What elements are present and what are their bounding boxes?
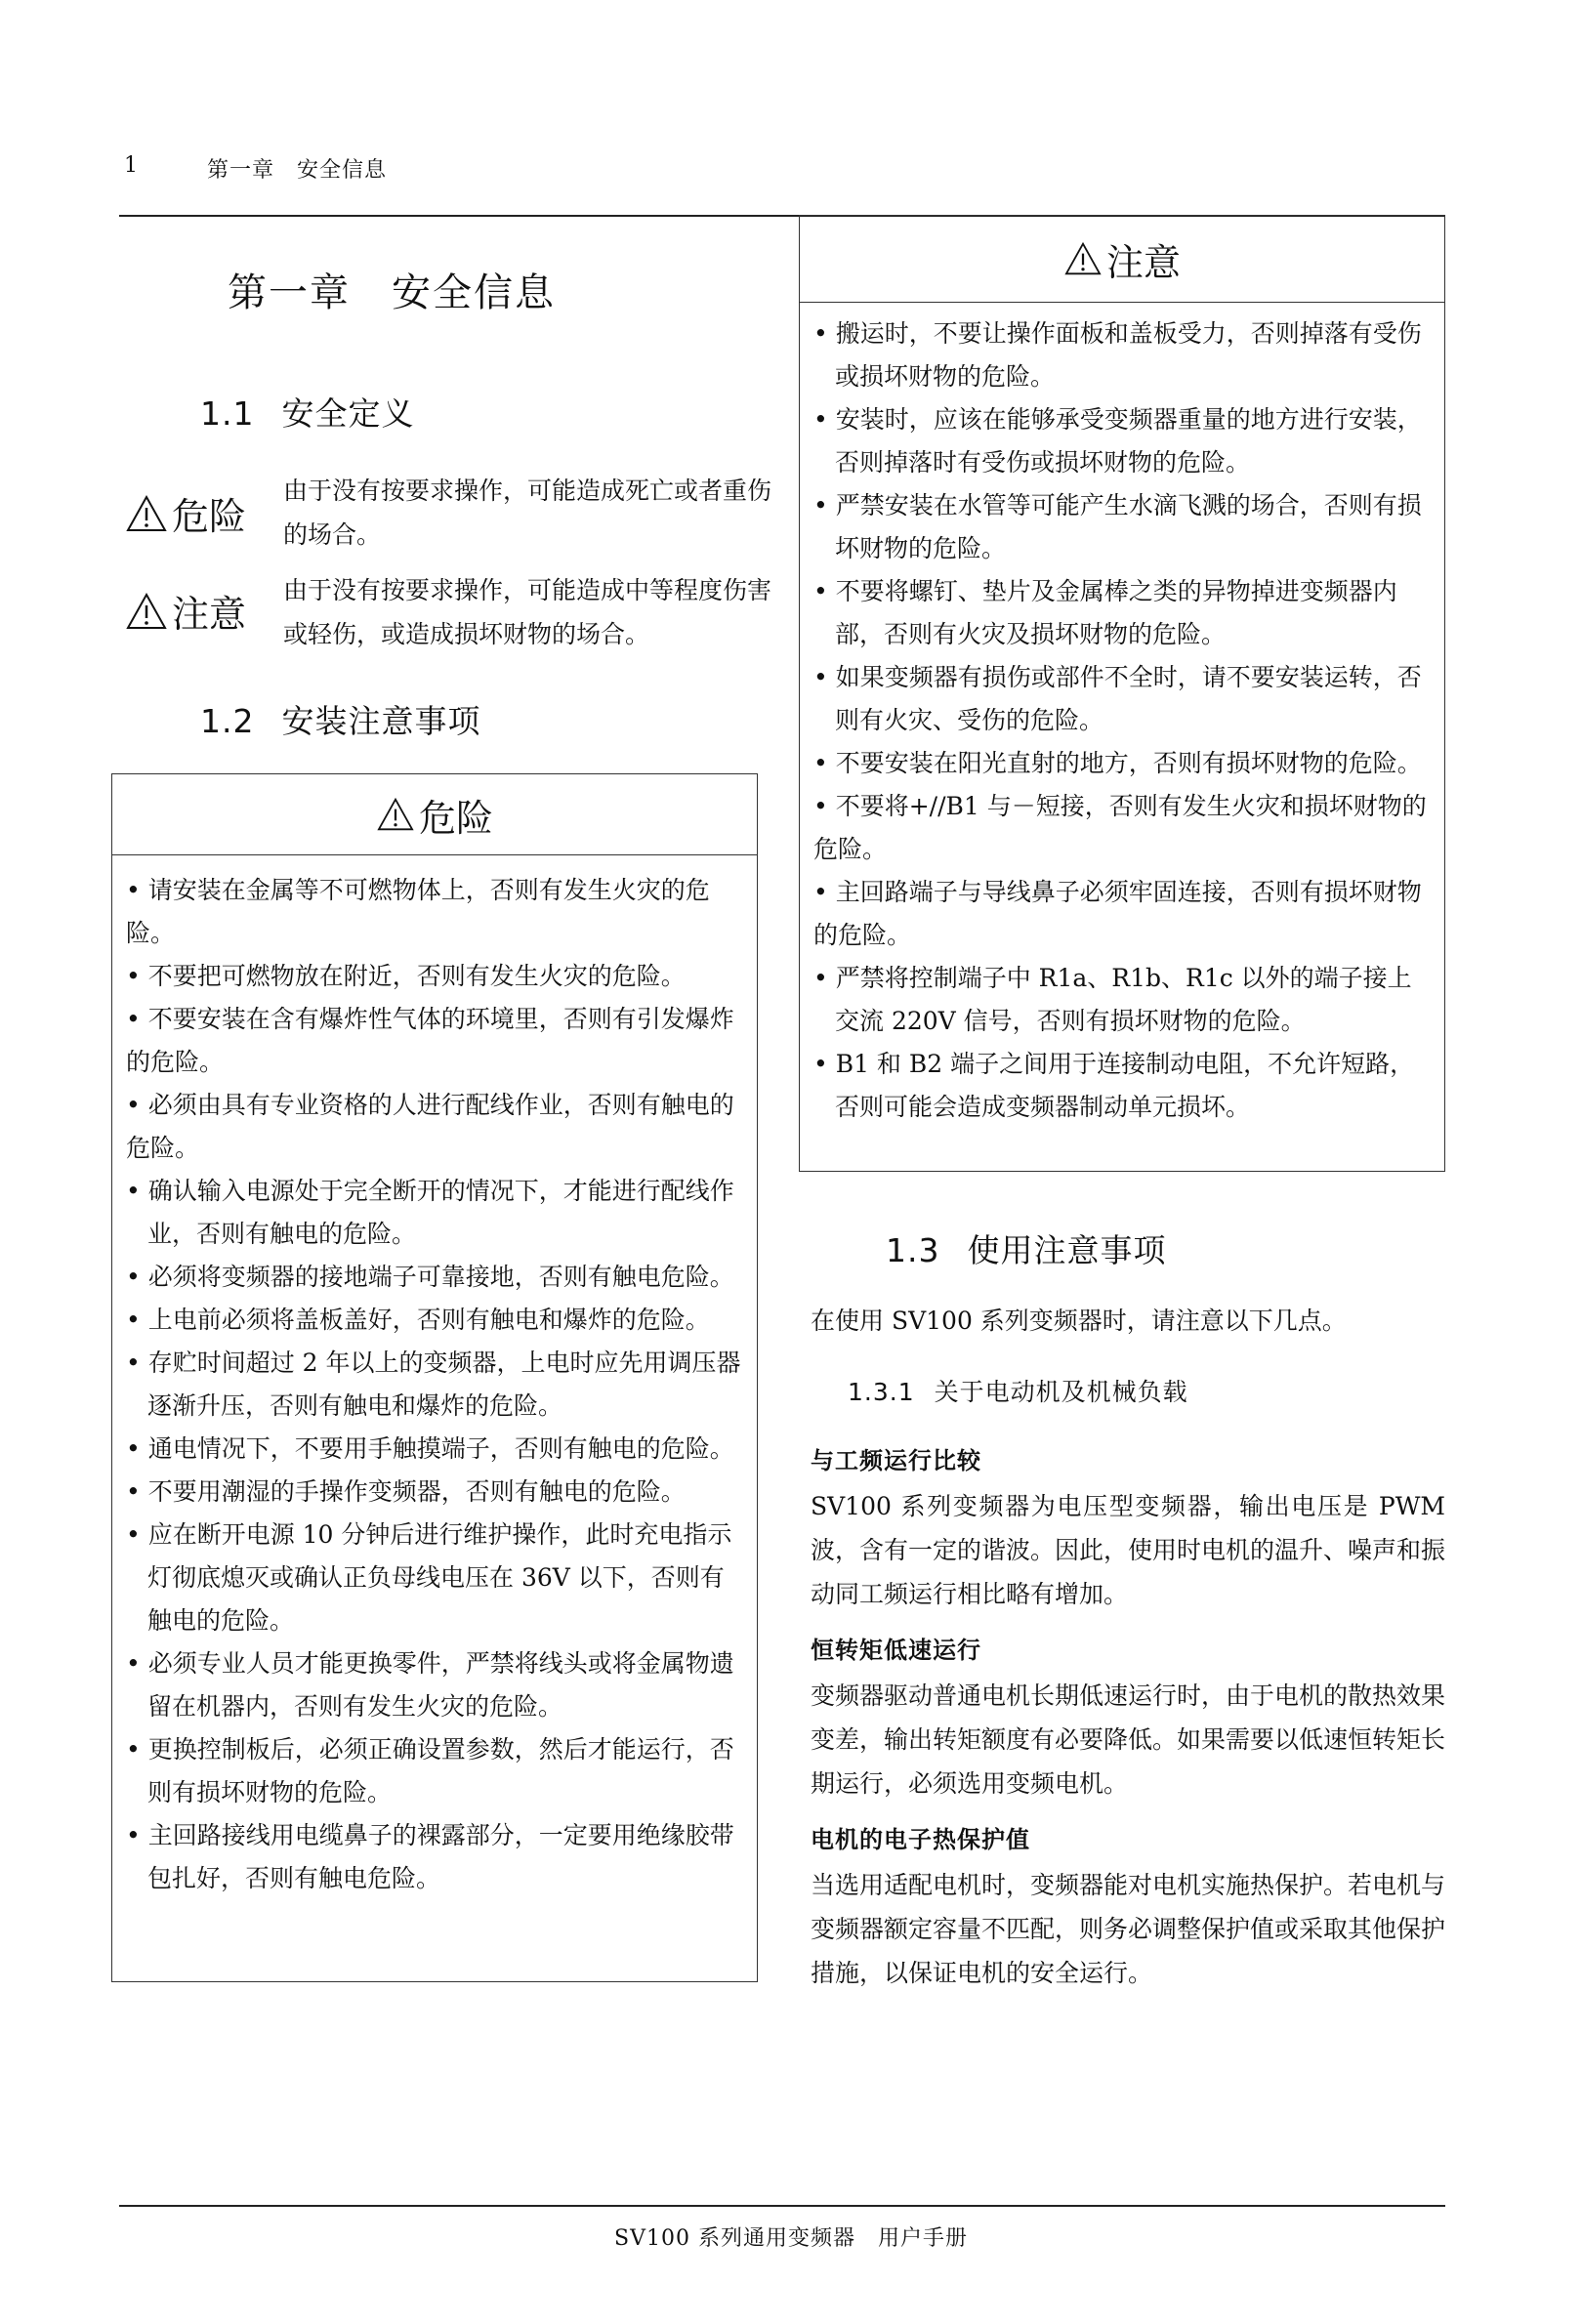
footer-text: SV100 系列通用变频器 用户手册 [614,2226,968,2251]
list-item: • 严禁安装在水管等可能产生水滴飞溅的场合，否则有损坏财物的危险。 [813,491,1422,562]
warning-triangle-icon [376,797,415,832]
warning-triangle-icon [1063,241,1103,276]
list-item: • 更换控制板后，必须正确设置参数，然后才能运行，否则有损坏财物的危险。 [126,1735,734,1806]
caution-box-header [800,216,1444,303]
list-item: • 不要将+//B1 与－短接，否则有发生火灾和损坏财物的危险。 [813,792,1427,863]
list-item: • 必须由具有专业资格的人进行配线作业，否则有触电的危险。 [126,1091,734,1162]
list-item: • 确认输入电源处于完全断开的情况下，才能进行配线作业，否则有触电的危险。 [126,1177,734,1248]
caution-list [800,303,1444,1129]
warning-triangle-icon [125,592,168,631]
list-item: • 不要安装在阳光直射的地方，否则有损坏财物的危险。 [813,749,1422,777]
danger-label [125,486,246,540]
section-number: 1.2 [200,702,255,740]
running-header: 第一章 安全信息 [207,158,388,183]
list-item: • 安装时，应该在能够承受变频器重量的地方进行安装，否则掉落时有受伤或损坏财物的危险。 [813,405,1422,477]
section-number: 1.3 [886,1231,940,1269]
subsection-number: 1.3.1 [848,1378,915,1406]
subsection-title: 关于电动机及机械负载 [934,1378,1188,1406]
list-item: • 必须专业人员才能更换零件，严禁将线头或将金属物遗留在机器内，否则有发生火灾的危险。 [126,1649,734,1721]
topic-text: 变频器驱动普通电机长期低速运行时，由于电机的散热效果变差，输出转矩额度有必要降低。如果需要以低速恒转矩长期运行，必须选用变频电机。 [811,1681,1446,1798]
list-item: • 不要把可燃物放在附近，否则有发生火灾的危险。 [126,962,686,990]
list-item: • 搬运时，不要让操作面板和盖板受力，否则掉落有受伤或损坏财物的危险。 [813,319,1422,391]
caution-label-text: 注意 [172,593,247,636]
chapter-title: 第一章 安全信息 [228,270,556,315]
list-item: • 必须将变频器的接地端子可靠接地，否则有触电危险。 [126,1263,734,1291]
section-title: 使用注意事项 [967,1231,1167,1269]
list-item: • 通电情况下，不要用手触摸端子，否则有触电的危险。 [126,1434,734,1463]
danger-box [111,773,758,1982]
list-item: • 存贮时间超过 2 年以上的变频器，上电时应先用调压器逐渐升压，否则有触电和爆炸的危险。 [126,1349,741,1420]
topic-heading: 电机的电子热保护值 [811,1826,1030,1853]
topic-text: SV100 系列变频器为电压型变频器，输出电压是 PWM 波，含有一定的谐波。因此，使用时电机的温升、噪声和振动同工频运行相比略有增加。 [811,1492,1446,1608]
list-item: • 上电前必须将盖板盖好，否则有触电和爆炸的危险。 [126,1306,710,1334]
list-item: • 应在断开电源 10 分钟后进行维护操作，此时充电指示灯彻底熄灭或确认正负母线电压在 36V 以下，否则有触电的危险。 [126,1520,732,1635]
list-item: • 严禁将控制端子中 R1a、R1b、R1c 以外的端子接上交流 220V 信号，否则有损坏财物的危险。 [813,964,1412,1035]
list-item: • 主回路接线用电缆鼻子的裸露部分，一定要用绝缘胶带包扎好，否则有触电危险。 [126,1821,734,1892]
danger-list [112,855,757,1900]
topic-heading: 与工频运行比较 [811,1447,981,1474]
warning-triangle-icon [125,494,168,533]
danger-label-text: 危险 [172,495,247,538]
list-item: • 不要将螺钉、垫片及金属棒之类的异物掉进变频器内部，否则有火灾及损坏财物的危险。 [813,577,1397,648]
section-title: 安全定义 [281,394,415,433]
list-item: • 不要用潮湿的手操作变频器，否则有触电的危险。 [126,1477,686,1506]
section-1-3-heading [886,1225,1166,1271]
page-number: 1 [124,153,138,178]
section-1-3-intro: 在使用 SV100 系列变频器时，请注意以下几点。 [811,1307,1347,1335]
caution-label [125,584,246,638]
footer-rule [119,2205,1445,2207]
subsection-1-3-1-heading [848,1373,1188,1408]
section-number: 1.1 [200,394,255,433]
list-item: • 请安装在金属等不可燃物体上，否则有发生火灾的危险。 [126,876,710,947]
caution-definition: 由于没有按要求操作，可能造成中等程度伤害或轻伤，或造成损坏财物的场合。 [283,576,772,648]
danger-definition: 由于没有按要求操作，可能造成死亡或者重伤的场合。 [283,477,772,549]
section-1-2-heading [200,696,480,742]
caution-box-title: 注意 [1105,240,1181,284]
list-item: • 如果变频器有损伤或部件不全时，请不要安装运转，否则有火灾、受伤的危险。 [813,663,1422,734]
list-item: • B1 和 B2 端子之间用于连接制动电阻，不允许短路，否则可能会造成变频器制动单元损坏。 [813,1050,1415,1121]
danger-box-title: 危险 [418,796,493,840]
list-item: • 主回路端子与导线鼻子必须牢固连接，否则有损坏财物的危险。 [813,878,1422,949]
list-item: • 不要安装在含有爆炸性气体的环境里，否则有引发爆炸的危险。 [126,1005,734,1076]
caution-box [799,215,1445,1172]
topic-text: 当选用适配电机时，变频器能对电机实施热保护。若电机与变频器额定容量不匹配，则务必调整保护值或采取其他保护措施，以保证电机的安全运行。 [811,1871,1446,1987]
topic-heading: 恒转矩低速运行 [811,1637,981,1664]
section-title: 安装注意事项 [281,702,481,740]
danger-box-header [112,774,757,855]
section-1-1-heading [200,389,414,435]
